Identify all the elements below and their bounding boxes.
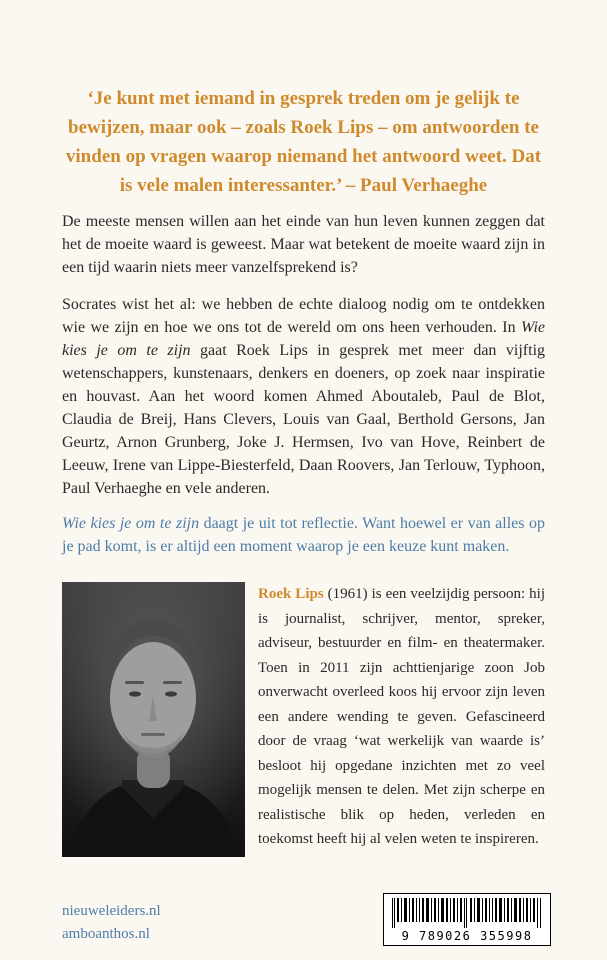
author-bio-text: (1961) is een veelzijdig persoon: hij is journalist, schrijver, mentor, spreker, adviseur, bestuurder en film- en theatermaker. Toen in 2011 zijn achttienjarige zoon Job onverwacht overleed koos hij ervoor zijn leven een andere wending te geven. Gefascineerd door de vraag ‘wat werkelijk van waarde is’ besloot hij opgedane inzichten met zo veel mogelijk mensen te delen. Met zijn scherpe en realistische blik op heden, verleden en toekomst heeft hij al velen weten te inspireren.	[258, 586, 545, 847]
link-amboanthos: amboanthos.nl	[62, 926, 150, 942]
barcode-bars-icon	[392, 898, 542, 928]
reflection-paragraph	[62, 512, 545, 558]
barcode	[383, 893, 551, 946]
endorsement-quote: ‘Je kunt met iemand in gesprek treden om je gelijk te bewijzen, maar ook – zoals Roek Lips – om antwoorden te vinden op vragen waarop niemand het antwoord weet. Dat is vele malen interessanter.’ – Paul Verhaeghe	[65, 88, 542, 196]
book-title-italic-2: Wie kies je om te zijn	[62, 515, 200, 532]
description-segment-1: Socrates wist het al: we hebben de echte dialoog nodig om te ontdekken wie we zijn en hoe we ons tot de wereld om ons heen verhouden. In	[62, 296, 545, 336]
author-photo	[62, 582, 245, 857]
footer	[62, 893, 551, 946]
intro-paragraph: De meeste mensen willen aan het einde van hun leven kunnen zeggen dat het de moeite waard is geweest. Maar wat betekent de moeite waard zijn in een tijd waarin niets meer vanzelfsprekend is?	[62, 213, 545, 276]
publisher-links	[62, 900, 161, 946]
book-title-italic: Wie kies je om te zijn	[62, 319, 545, 359]
description-paragraph	[62, 293, 545, 500]
author-portrait-image	[62, 582, 245, 857]
link-nieuweleiders: nieuweleiders.nl	[62, 903, 161, 919]
isbn-number: 9 789026 355998	[401, 929, 533, 943]
author-name: Roek Lips	[258, 586, 324, 602]
author-section	[62, 582, 545, 857]
author-bio	[258, 582, 545, 852]
description-segment-2: gaat Roek Lips in gesprek met meer dan vijftig wetenschappers, kunstenaars, denkers en doeners, op zoek naar inspiratie en houvast. Aan het woord komen Ahmed Aboutaleb, Paul de Blot, Claudia de Breij, Hans Clevers, Louis van Gaal, Berthold Gersons, Jan Geurtz, Arnon Grunberg, Joke J. Hermsen, Ivo van Hove, Reinbert de Leeuw, Irene van Lippe-Biesterfeld, Daan Roovers, Jan Terlouw, Typhoon, Paul Verhaeghe en vele anderen.	[62, 342, 546, 497]
reflection-segment: daagt je uit tot reflectie. Want hoewel er van alles op je pad komt, is er altijd een moment waarop je een keuze kunt maken.	[62, 515, 545, 555]
